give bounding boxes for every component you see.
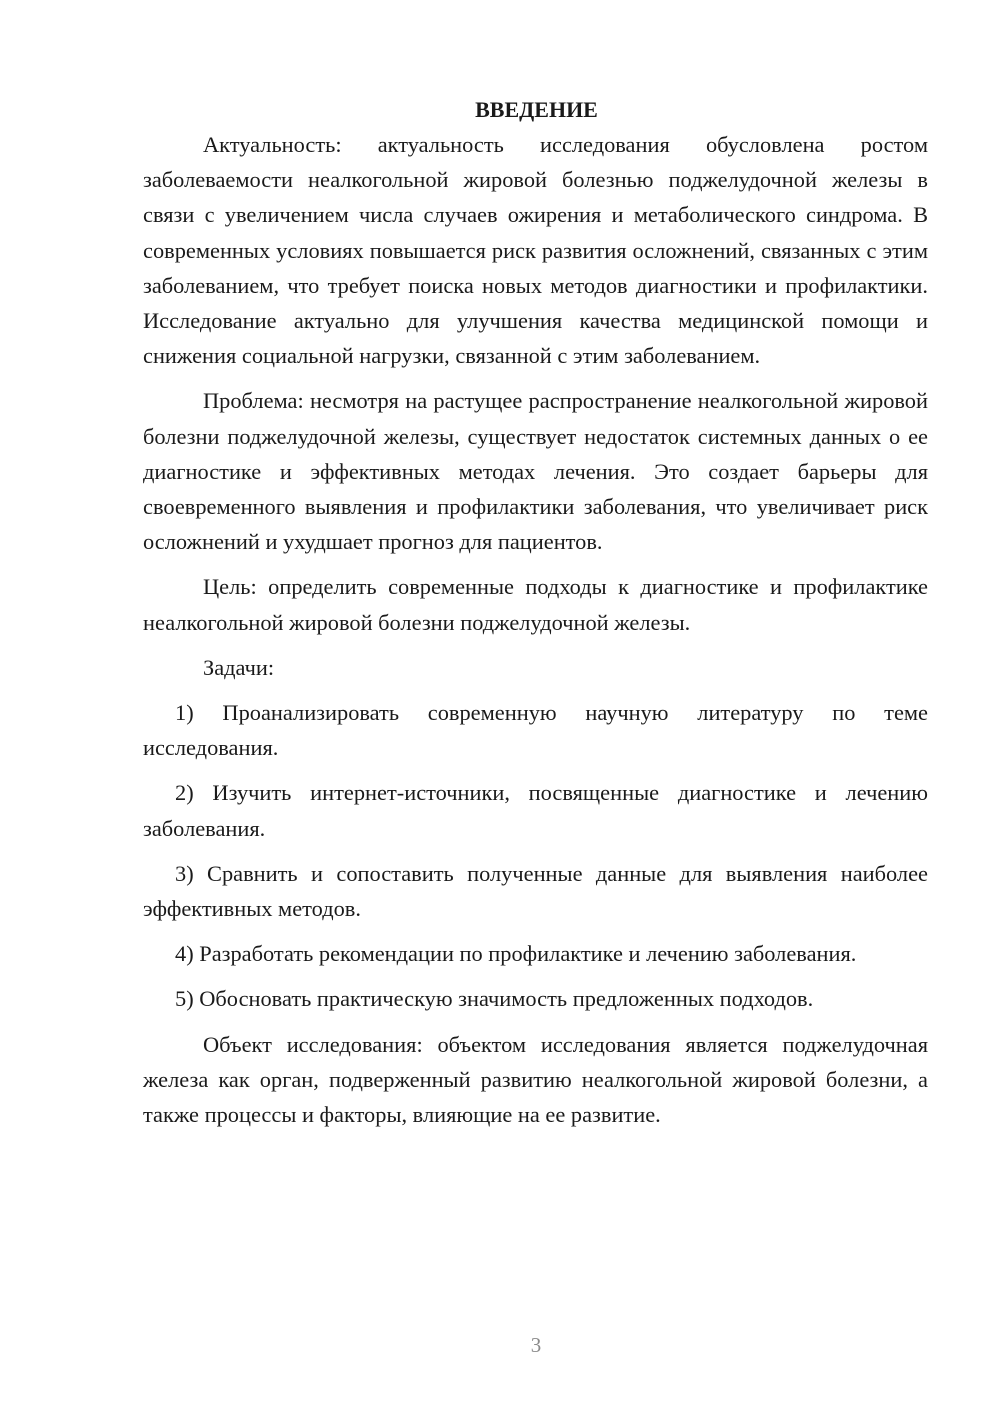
tasks-label: Задачи:: [203, 654, 275, 680]
page-content: [143, 92, 928, 1132]
paragraph-relevance: Актуальность: актуальность исследования обусловлена ростом заболеваемости неалкогольной жировой болезнью поджелудочной железы в связи с увеличением числа случаев ожирения и метаболического синдрома. В современных условиях повышается риск развития осложнений, связанных с этим заболеванием, что требует поиска новых методов диагностики и профилактики. Исследование актуально для улучшения качества медицинской помощи и снижения социальной нагрузки, связанной с этим заболеванием.: [143, 132, 928, 369]
section-heading: ВВЕДЕНИЕ: [475, 97, 598, 122]
task-item-2: 2) Изучить интернет-источники, посвященные диагностике и лечению заболевания.: [143, 780, 928, 841]
paragraph-goal: Цель: определить современные подходы к диагностике и профилактике неалкогольной жировой болезни поджелудочной железы.: [143, 574, 928, 635]
task-item-5: 5) Обосновать практическую значимость предложенных подходов.: [175, 986, 814, 1012]
task-item-1: 1) Проанализировать современную научную литературу по теме исследования.: [143, 700, 928, 761]
task-item-4: 4) Разработать рекомендации по профилактике и лечению заболевания.: [175, 941, 857, 967]
task-item-3: 3) Сравнить и сопоставить полученные данные для выявления наиболее эффективных методов.: [143, 860, 928, 922]
page-number: 3: [530, 1333, 542, 1357]
paragraph-problem: Проблема: несмотря на растущее распространение неалкогольной жировой болезни поджелудочной железы, существует недостаток системных данных о ее диагностике и эффективных методах лечения. Это создает барьеры для своевременного выявления и профилактики заболевания, что увеличивает риск осложнений и ухудшает прогноз для пациентов.: [143, 388, 928, 555]
paragraph-object: Объект исследования: объектом исследования является поджелудочная железа как орган, подверженный развитию неалкогольной жировой болезни, а также процессы и факторы, влияющие на ее развитие.: [143, 1031, 928, 1128]
